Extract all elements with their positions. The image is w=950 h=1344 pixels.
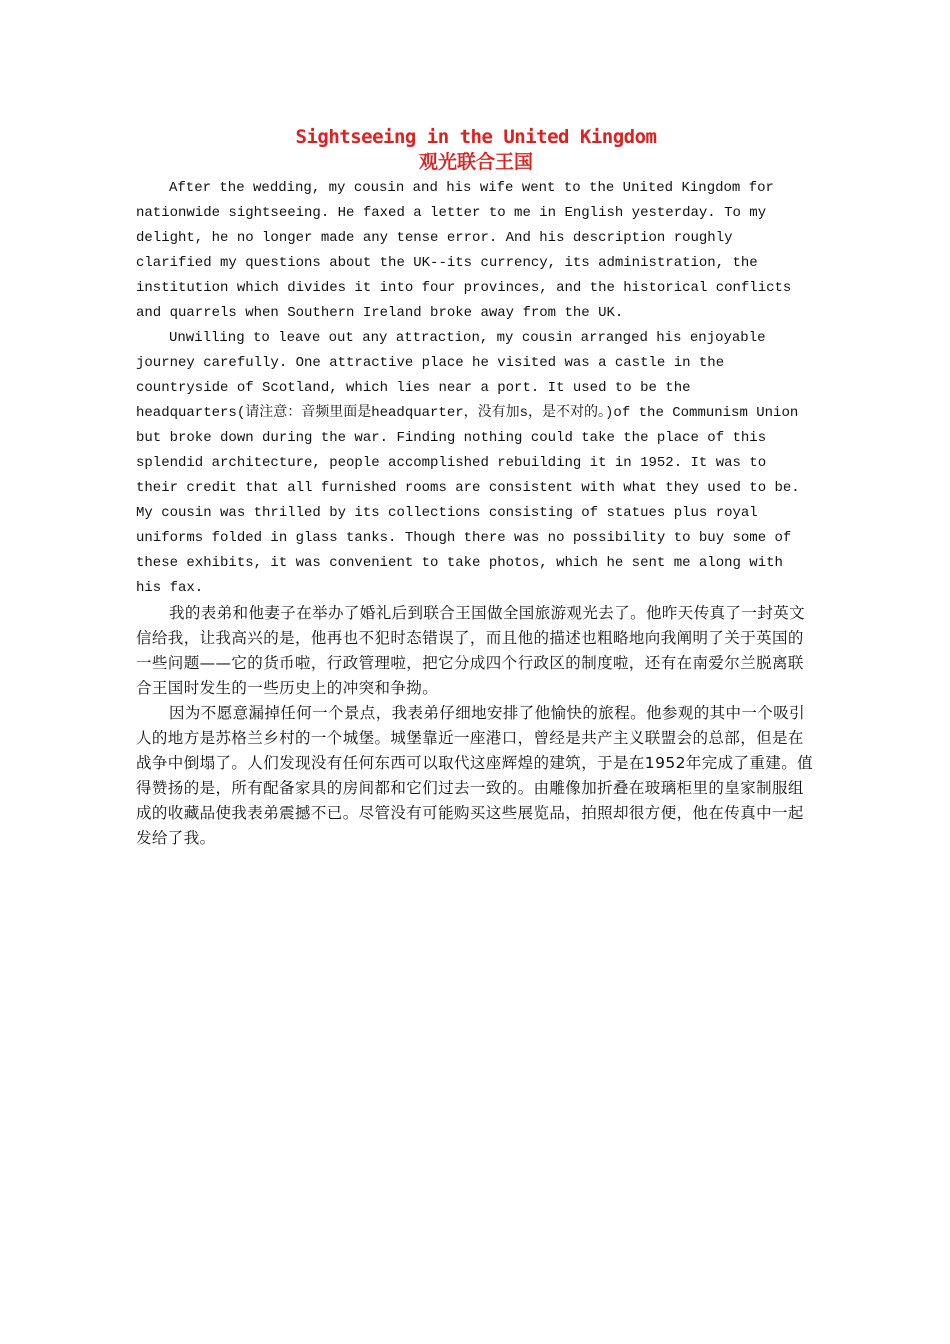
document-page	[136, 124, 816, 851]
paragraph-english-1: After the wedding, my cousin and his wife went to the United Kingdom for nationwide sightseeing. He faxed a letter to me in English yesterday. To my delight, he no longer made any tense error. And his description roughly clarified my questions about the UK--its currency, its administration, the institution which divides it into four provinces, and the historical conflicts and quarrels when Southern Ireland broke away from the UK.	[136, 180, 792, 321]
paragraph-chinese-2: 因为不愿意漏掉任何一个景点，我表弟仔细地安排了他愉快的旅程。他参观的其中一个吸引人的地方是苏格兰乡村的一个城堡。城堡靠近一座港口，曾经是共产主义联盟会的总部，但是在战争中倒塌了。人们发现没有任何东西可以取代这座辉煌的建筑，于是在1952年完成了重建。值得赞扬的是，所有配备家具的房间都和它们过去一致的。由雕像加折叠在玻璃柜里的皇家制服组成的收藏品使我表弟震撼不已。尽管没有可能购买这些展览品，拍照却很方便，他在传真中一起发给了我。	[136, 704, 814, 847]
title-english: Sightseeing in the United Kingdom	[295, 126, 657, 148]
paragraph-english-2: Unwilling to leave out any attraction, my cousin arranged his enjoyable journey carefully. One attractive place he visited was a castle in the countryside of Scotland, which lies near a port. It used to be the headquarters(请注意：音频里面是headquarter，没有加s，是不对的。)of the Communism Union but broke down during the war. Finding nothing could take the place of this splendid architecture, people accomplished rebuilding it in 1952. It was to their credit that all furnished rooms are consistent with what they used to be. My cousin was thrilled by its collections consisting of statues plus royal uniforms folded in glass tanks. Though there was no possibility to buy some of these exhibits, it was convenient to take photos, which he sent me along with his fax.	[136, 330, 800, 596]
title-chinese: 观光联合王国	[418, 151, 533, 173]
paragraph-chinese-1: 我的表弟和他妻子在举办了婚礼后到联合王国做全国旅游观光去了。他昨天传真了一封英文信给我，让我高兴的是，他再也不犯时态错误了，而且他的描述也粗略地向我阐明了关于英国的一些问题——它的货币啦，行政管理啦，把它分成四个行政区的制度啦，还有在南爱尔兰脱离联合王国时发生的一些历史上的冲突和争拗。	[136, 604, 806, 697]
